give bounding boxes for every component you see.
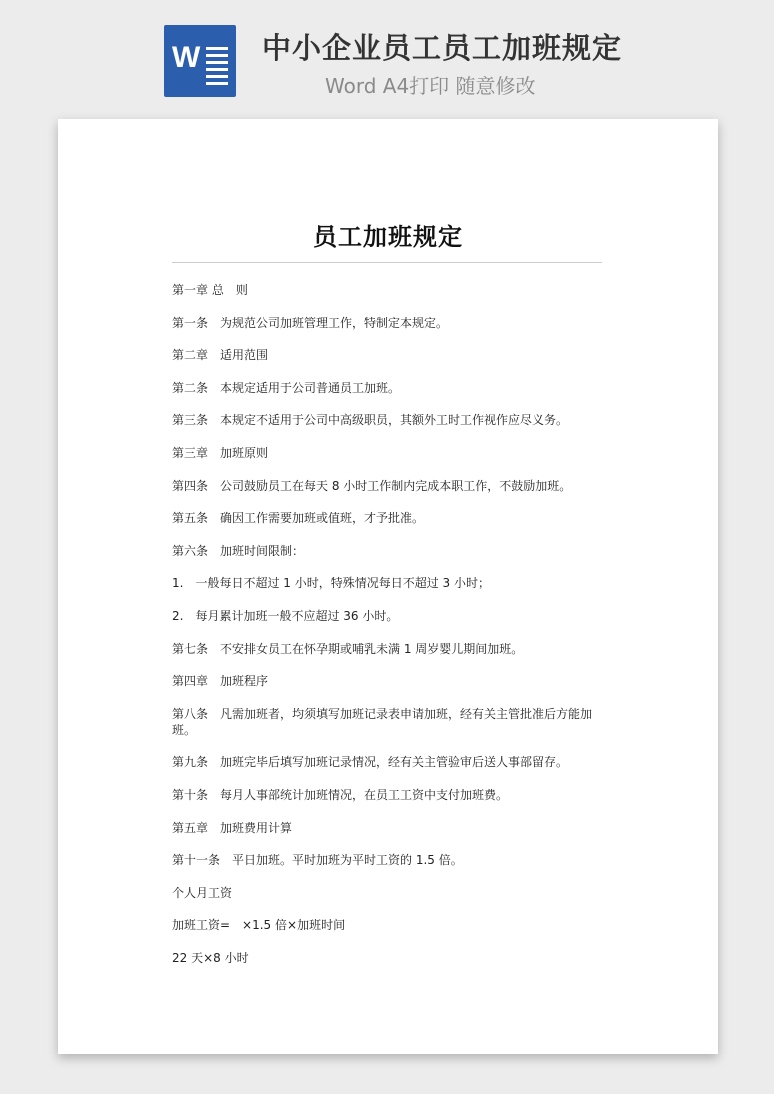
logo-letter: W: [172, 41, 201, 74]
document-paragraph: 第八条 凡需加班者，均须填写加班记录表申请加班，经有关主管批准后方能加班。: [172, 706, 593, 737]
title-divider: [172, 262, 602, 263]
document-paragraph: 第一章 总 则: [172, 283, 248, 297]
logo-lines: [206, 47, 228, 89]
document-paragraph: 第四条 公司鼓励员工在每天 8 小时工作制内完成本职工作，不鼓励加班。: [172, 478, 572, 493]
document-paragraph: 第十一条 平日加班。平时加班为平时工资的 1.5 倍。: [172, 853, 463, 868]
document-paragraph: 1. 一般每日不超过 1 小时，特殊情况每日不超过 3 小时；: [172, 576, 490, 591]
document-paragraph: 第三章 加班原则: [172, 445, 269, 460]
document-paragraph: 第五章 加班费用计算: [172, 820, 293, 835]
header-banner: [0, 0, 774, 118]
document-paragraph: 个人月工资: [172, 885, 233, 900]
document-paragraph: 第九条 加班完毕后填写加班记录情况，经有关主管验审后送人事部留存。: [172, 755, 569, 770]
document-paragraph: 第五条 确因工作需要加班或值班，才予批准。: [172, 511, 425, 526]
document-paragraph: 第四章 加班程序: [172, 674, 269, 689]
document-paragraph: 加班工资= ×1.5 倍×加班时间: [172, 918, 346, 933]
document-paragraph: 第十条 每月人事部统计加班情况，在员工工资中支付加班费。: [172, 787, 509, 802]
document-paragraph: 第六条 加班时间限制：: [172, 543, 305, 558]
document-paragraph: 第三条 本规定不适用于公司中高级职员，其额外工时工作视作应尽义务。: [172, 413, 569, 428]
document-paragraph: 第七条 不安排女员工在怀孕期或哺乳未满 1 周岁婴儿期间加班。: [172, 641, 524, 656]
document-paragraph: 第一条 为规范公司加班管理工作，特制定本规定。: [172, 315, 449, 330]
word-document-icon: [164, 25, 236, 97]
document-paragraph: 第二章 适用范围: [172, 348, 269, 363]
document-paragraph: 第二条 本规定适用于公司普通员工加班。: [172, 380, 401, 395]
document-title: 员工加班规定: [313, 223, 463, 251]
document-paragraph: 22 天×8 小时: [172, 950, 249, 965]
document-paragraph: 2. 每月累计加班一般不应超过 36 小时。: [172, 608, 399, 623]
banner-subtitle: Word A4打印 随意修改: [325, 74, 536, 98]
banner-title: 中小企业员工员工加班规定: [262, 31, 623, 65]
document-body: [172, 282, 606, 982]
document-page: [58, 119, 718, 1054]
